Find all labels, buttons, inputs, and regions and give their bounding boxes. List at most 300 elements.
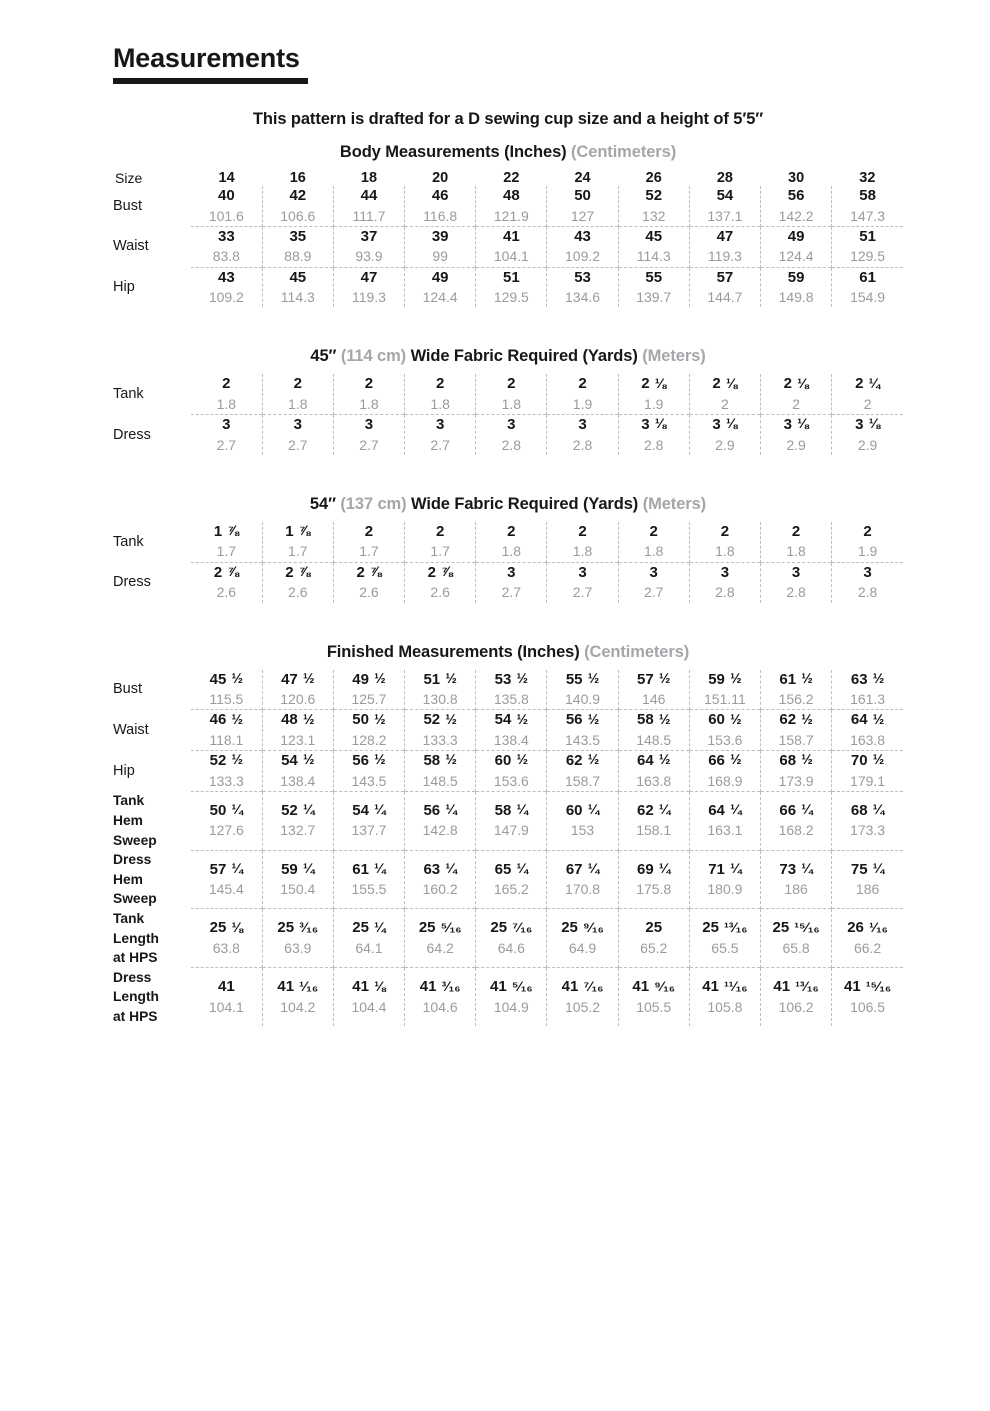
data-cell [405,374,476,414]
value-imperial: 63 ¼ [423,860,457,878]
value-imperial: 37 [360,227,378,245]
section-title-metric-width: (114 cm) [340,347,411,366]
value-imperial: 3 [507,416,516,434]
data-cell [476,791,547,850]
data-cell [191,791,262,850]
value-imperial: 64 ¼ [708,801,742,819]
value-metric: 2.9 [786,436,806,453]
value-imperial: 3 [649,563,658,581]
value-metric: 116.8 [423,207,458,224]
size-header-row [113,170,903,186]
value-metric: 158.7 [565,772,601,789]
data-cell [618,968,689,1027]
data-cell [618,374,689,414]
data-cell [547,267,618,307]
data-cell [618,791,689,850]
value-metric: 133.3 [422,731,458,748]
value-metric: 153 [570,822,595,839]
value-metric: 137.7 [351,822,387,839]
value-metric: 140.9 [565,691,601,708]
value-imperial: 50 ¼ [209,801,244,819]
data-cell [761,909,832,968]
value-imperial: 2 ¼ [855,375,881,393]
table-row [113,226,903,267]
value-imperial: 66 ¼ [779,801,813,819]
value-metric: 1.8 [643,543,664,560]
value-metric: 1.7 [430,543,450,560]
section-title-metric-width: (137 cm) [340,494,412,513]
value-metric: 2.6 [359,584,379,601]
data-cell [761,267,832,307]
value-imperial: 45 ½ [209,670,244,688]
measurements-content [113,104,903,1026]
data-cell [476,751,547,792]
value-imperial: 40 [218,187,235,204]
value-imperial: 68 ½ [779,752,813,770]
data-cell [761,226,832,267]
value-imperial: 45 [645,227,663,245]
data-cell [618,850,689,909]
value-imperial: 1 ⅞ [285,522,311,540]
data-cell [262,186,333,226]
data-cell [476,226,547,267]
value-imperial: 64 ½ [637,752,671,770]
value-imperial: 41 ⅛ [352,978,386,996]
value-imperial: 2 [364,375,374,393]
table-body-body-measurements [113,186,903,307]
value-imperial: 50 ½ [352,711,386,729]
value-metric: 175.8 [636,881,672,898]
data-cell [333,909,404,968]
size-header-cell-32: 32 [859,170,876,186]
value-imperial: 60 ¼ [565,801,600,819]
row-label-line: at HPS [113,1008,158,1024]
value-metric: 2.9 [715,436,735,453]
data-cell [405,522,476,562]
value-imperial: 3 [293,416,302,434]
value-metric: 1.8 [572,543,593,560]
section-title-body-measurements [113,133,903,170]
value-imperial: 2 [364,522,374,540]
value-metric: 101.6 [208,207,244,224]
value-imperial: 58 ¼ [494,801,529,819]
data-cell [547,751,618,792]
value-metric: 2.6 [430,584,450,601]
data-cell [405,751,476,792]
value-metric: 128.2 [351,731,387,748]
value-imperial: 3 ⅛ [783,416,809,434]
value-imperial: 1 ⅞ [213,522,239,540]
table-row [113,522,903,562]
value-imperial: 2 [507,522,516,540]
data-cell [618,267,689,307]
value-imperial: 64 ½ [850,711,885,729]
value-metric: 2.9 [857,436,878,453]
value-imperial: 3 ⅛ [855,416,881,434]
size-header-cell-14: 14 [218,170,235,186]
value-metric: 156.2 [778,691,814,708]
value-imperial: 46 [431,187,449,204]
value-imperial: 60 ½ [494,752,529,770]
data-cell [262,226,333,267]
table-fabric-54 [113,522,903,603]
data-cell [405,226,476,267]
row-label-line: Sweep [113,832,157,848]
value-imperial: 54 [716,187,734,204]
value-metric: 148.5 [422,772,458,789]
table-row [113,751,903,792]
size-header-label: Size [115,170,143,186]
value-imperial: 60 ½ [708,711,742,729]
data-cell [547,186,618,226]
value-imperial: 53 ½ [494,670,529,688]
value-metric: 104.2 [280,998,316,1015]
data-cell [689,374,760,414]
data-cell [832,562,903,602]
section-title-main: Wide Fabric Required (Yards) [410,347,643,366]
data-cell [405,562,476,602]
value-metric: 120.6 [280,691,316,708]
value-metric: 114.3 [280,289,315,306]
value-metric: 143.5 [351,772,387,789]
data-cell [262,267,333,307]
value-imperial: 2 [578,375,587,393]
value-metric: 127.6 [208,822,244,839]
value-metric: 173.9 [778,772,814,789]
value-imperial: 49 ½ [352,670,386,688]
value-metric: 1.9 [572,395,593,412]
value-imperial: 48 ½ [281,711,315,729]
table-body-measurements [113,170,903,307]
value-imperial: 57 ½ [637,670,671,688]
value-metric: 2.8 [786,584,806,601]
size-header [113,170,903,186]
data-cell [191,522,262,562]
value-metric: 2.8 [501,436,522,453]
value-metric: 104.1 [208,998,244,1015]
value-imperial: 48 [503,187,520,204]
size-header-cell-26: 26 [645,170,662,186]
value-imperial: 52 [645,187,663,204]
value-imperial: 63 ½ [850,670,885,688]
data-cell [547,670,618,710]
value-imperial: 47 [360,268,378,286]
value-imperial: 25 ⁷⁄₁₆ [490,919,533,937]
value-metric: 104.1 [493,248,529,265]
value-metric: 137.1 [707,207,743,224]
data-cell [547,710,618,751]
data-cell [761,791,832,850]
data-cell [262,710,333,751]
row-label-dress-length-at-hps [113,968,191,1027]
value-metric: 2.7 [216,436,237,453]
value-imperial: 3 [578,416,587,434]
row-label-waist: Waist [113,721,149,738]
table-row [113,267,903,307]
value-imperial: 2 [293,375,302,393]
value-metric: 179.1 [850,772,886,789]
value-imperial: 56 [787,187,805,204]
row-label-tank: Tank [113,533,144,550]
data-cell [547,522,618,562]
data-cell [618,522,689,562]
data-cell [689,670,760,710]
value-imperial: 56 ¼ [423,801,457,819]
value-metric: 2.7 [501,584,522,601]
data-cell [405,710,476,751]
value-metric: 1.7 [288,543,308,560]
page-title: Measurements [113,43,300,73]
value-imperial: 2 ⅞ [356,563,382,581]
value-imperial: 2 [222,375,231,393]
value-imperial: 3 ⅛ [712,416,738,434]
value-imperial: 46 ½ [209,711,244,729]
page-title-block [113,44,308,84]
value-imperial: 25 ¹³⁄₁₆ [702,919,748,937]
row-label-bust: Bust [113,197,143,214]
value-imperial: 56 ½ [352,752,386,770]
data-cell [191,909,262,968]
data-cell [832,226,903,267]
row-label-tank: Tank [113,386,144,403]
section-title-unit: (Centimeters) [584,642,690,661]
data-cell [191,850,262,909]
value-metric: 106.5 [850,998,886,1015]
section-title-main: Body Measurements (Inches) [339,143,572,161]
value-metric: 155.5 [351,881,387,898]
table-body-fabric-54 [113,522,903,603]
value-metric: 124.4 [422,289,458,306]
data-cell [832,267,903,307]
data-cell [476,374,547,414]
value-metric: 64.1 [355,939,383,956]
value-metric: 1.8 [715,543,735,560]
value-metric: 1.9 [643,395,664,412]
data-cell [333,562,404,602]
value-imperial: 59 [787,268,805,286]
size-header-cell-22: 22 [503,170,520,186]
data-cell [547,968,618,1027]
value-imperial: 26 ¹⁄₁₆ [847,919,888,937]
data-cell [832,710,903,751]
value-metric: 138.4 [280,772,316,789]
value-imperial: 44 [360,187,378,204]
data-cell [689,909,760,968]
data-cell [689,751,760,792]
title-underline [113,78,308,84]
value-metric: 170.8 [565,881,601,898]
value-metric: 160.2 [422,881,458,898]
value-metric: 106.6 [280,207,316,224]
value-metric: 1.8 [216,395,237,412]
value-metric: 1.8 [786,543,806,560]
value-imperial: 52 ¼ [281,801,315,819]
value-imperial: 62 ½ [779,711,813,729]
value-metric: 158.7 [778,731,814,748]
value-imperial: 61 ¼ [352,860,386,878]
data-cell [262,791,333,850]
value-imperial: 65 ¼ [494,860,529,878]
value-metric: 153.6 [493,772,529,789]
value-imperial: 43 [218,268,235,286]
value-imperial: 39 [431,227,449,245]
data-cell [618,751,689,792]
data-cell [832,415,903,455]
value-imperial: 25 ¹⁵⁄₁₆ [772,919,820,937]
data-cell [618,670,689,710]
value-imperial: 41 ⁷⁄₁₆ [561,978,604,996]
data-cell [832,670,903,710]
value-imperial: 2 [720,522,730,540]
value-metric: 165.2 [493,881,529,898]
value-metric: 148.5 [636,731,672,748]
value-imperial: 68 ¼ [850,801,885,819]
data-cell [689,226,760,267]
data-cell [689,267,760,307]
data-cell [405,968,476,1027]
data-cell [262,415,333,455]
value-imperial: 51 ½ [423,670,457,688]
data-cell [262,968,333,1027]
table-row [113,909,903,968]
value-metric: 65.2 [640,939,668,956]
value-metric: 65.8 [782,939,810,956]
value-imperial: 59 ¼ [281,860,315,878]
data-cell [476,909,547,968]
data-cell [333,267,404,307]
table-row [113,186,903,226]
value-imperial: 3 [863,563,872,581]
data-cell [618,415,689,455]
data-cell [476,267,547,307]
value-metric: 2.7 [359,436,379,453]
value-metric: 125.7 [351,691,387,708]
value-metric: 173.3 [850,822,886,839]
data-cell [262,670,333,710]
data-cell [476,562,547,602]
value-imperial: 43 [574,227,591,245]
data-cell [405,670,476,710]
table-finished-measurements [113,670,903,1027]
data-cell [832,968,903,1027]
value-imperial: 66 ½ [708,752,742,770]
row-label-dress: Dress [113,574,151,591]
value-metric: 147.3 [850,207,886,224]
value-imperial: 3 [720,563,730,581]
value-metric: 138.4 [493,731,529,748]
data-cell [689,186,760,226]
data-cell [689,968,760,1027]
row-label-line: Dress [113,852,152,868]
value-metric: 64.6 [497,939,525,956]
value-imperial: 2 [507,375,516,393]
value-imperial: 75 ¼ [850,860,885,878]
value-imperial: 57 ¼ [209,860,244,878]
value-metric: 2.7 [572,584,593,601]
value-metric: 124.4 [778,248,814,265]
value-imperial: 67 ¼ [565,860,600,878]
value-metric: 105.2 [565,998,601,1015]
data-cell [476,850,547,909]
data-cell [262,850,333,909]
value-imperial: 51 [503,268,520,286]
value-metric: 145.4 [208,881,244,898]
value-imperial: 70 ½ [850,752,885,770]
data-cell [405,850,476,909]
data-cell [262,751,333,792]
row-label-line: Hem [113,813,143,829]
value-metric: 158.1 [636,822,672,839]
value-metric: 64.9 [568,939,597,956]
value-metric: 2 [721,395,729,412]
value-metric: 2.8 [643,436,664,453]
value-metric: 130.8 [422,691,458,708]
value-metric: 2.7 [288,436,308,453]
value-imperial: 25 ⅛ [209,919,244,937]
row-label-tank-hem-sweep [113,791,191,850]
data-cell [191,968,262,1027]
data-cell [333,850,404,909]
data-cell [333,670,404,710]
data-cell [333,791,404,850]
value-metric: 109.2 [565,248,601,265]
value-metric: 147.9 [493,822,529,839]
value-imperial: 54 ¼ [352,801,386,819]
data-cell [191,226,262,267]
table-row [113,850,903,909]
value-metric: 99 [432,248,448,265]
pattern-draft-note: This pattern is drafted for a D sewing cup size and a height of 5′5″ [252,110,764,128]
data-cell [262,374,333,414]
data-cell [832,791,903,850]
value-imperial: 69 ¼ [637,860,671,878]
row-label-line: Sweep [113,891,157,907]
section-title-finished-measurements [113,633,903,670]
value-imperial: 42 [289,187,307,204]
value-imperial: 58 ½ [423,752,457,770]
value-metric: 129.5 [493,289,529,306]
data-cell [618,909,689,968]
row-label-tank-length-at-hps [113,909,191,968]
section-gap [113,603,903,633]
data-cell [761,968,832,1027]
value-imperial: 41 ¹¹⁄₁₆ [702,978,748,996]
size-header-cell-30: 30 [788,170,805,186]
size-header-cell-16: 16 [289,170,306,186]
data-cell [191,710,262,751]
value-metric: 135.8 [493,691,529,708]
value-imperial: 3 [507,563,516,581]
value-metric: 2.6 [288,584,308,601]
value-imperial: 62 ½ [565,752,600,770]
data-cell [618,226,689,267]
value-metric: 163.1 [707,822,743,839]
data-cell [761,850,832,909]
value-metric: 127 [570,207,595,224]
value-imperial: 2 ⅛ [712,375,738,393]
value-imperial: 3 ⅛ [641,416,667,434]
value-metric: 144.7 [707,289,743,306]
value-metric: 118.1 [209,731,244,748]
data-cell [761,751,832,792]
value-metric: 1.7 [216,543,237,560]
value-imperial: 3 [791,563,801,581]
data-cell [832,909,903,968]
value-imperial: 47 ½ [281,670,315,688]
data-cell [333,415,404,455]
value-imperial: 61 ½ [779,670,813,688]
value-imperial: 2 ⅛ [783,375,809,393]
